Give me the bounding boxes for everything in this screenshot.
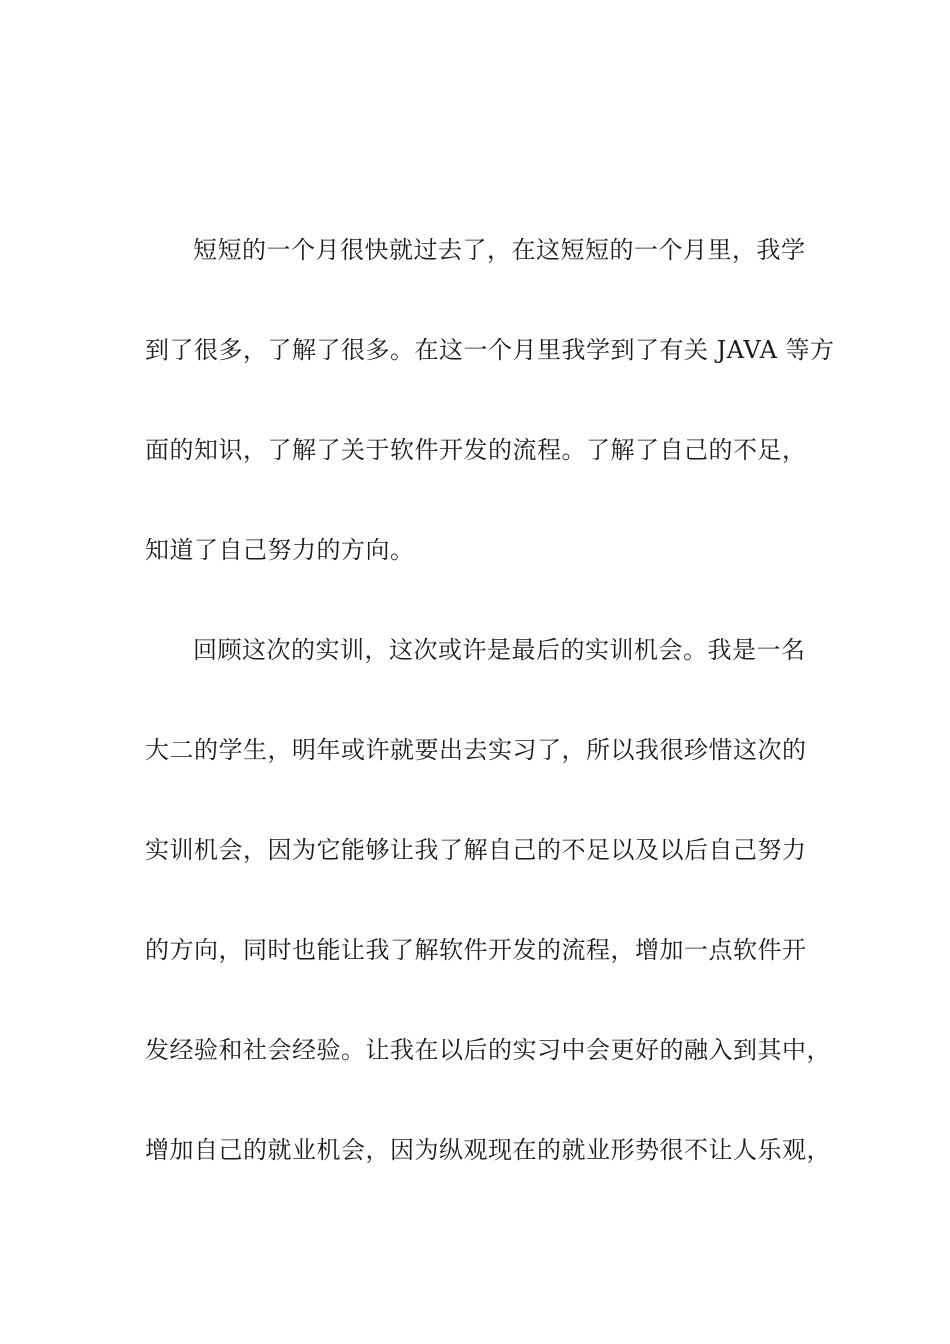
paragraph-line: 的方向，同时也能让我了解软件开发的流程，增加一点软件开 (145, 936, 807, 964)
paragraph-line: 知道了自己努力的方向。 (145, 536, 415, 564)
paragraph-1 (145, 230, 835, 630)
paragraph-2 (145, 630, 831, 1230)
paragraph-line: 实训机会，因为它能够让我了解自己的不足以及以后自己努力 (145, 836, 807, 864)
paragraph-line: 到了很多，了解了很多。在这一个月里我学到了有关 JAVA 等方 (145, 336, 835, 364)
paragraph-line: 面的知识，了解了关于软件开发的流程。了解了自己的不足， (145, 436, 807, 464)
paragraph-line: 大二的学生，明年或许就要出去实习了，所以我很珍惜这次的 (145, 736, 807, 764)
paragraph-line: 增加自己的就业机会，因为纵观现在的就业形势很不让人乐观， (145, 1136, 831, 1164)
document-body (145, 230, 835, 1230)
paragraph-line: 短短的一个月很快就过去了，在这短短的一个月里，我学 (193, 236, 806, 264)
paragraph-line: 发经验和社会经验。让我在以后的实习中会更好的融入到其中， (145, 1036, 831, 1064)
paragraph-line: 回顾这次的实训，这次或许是最后的实训机会。我是一名 (193, 636, 806, 664)
